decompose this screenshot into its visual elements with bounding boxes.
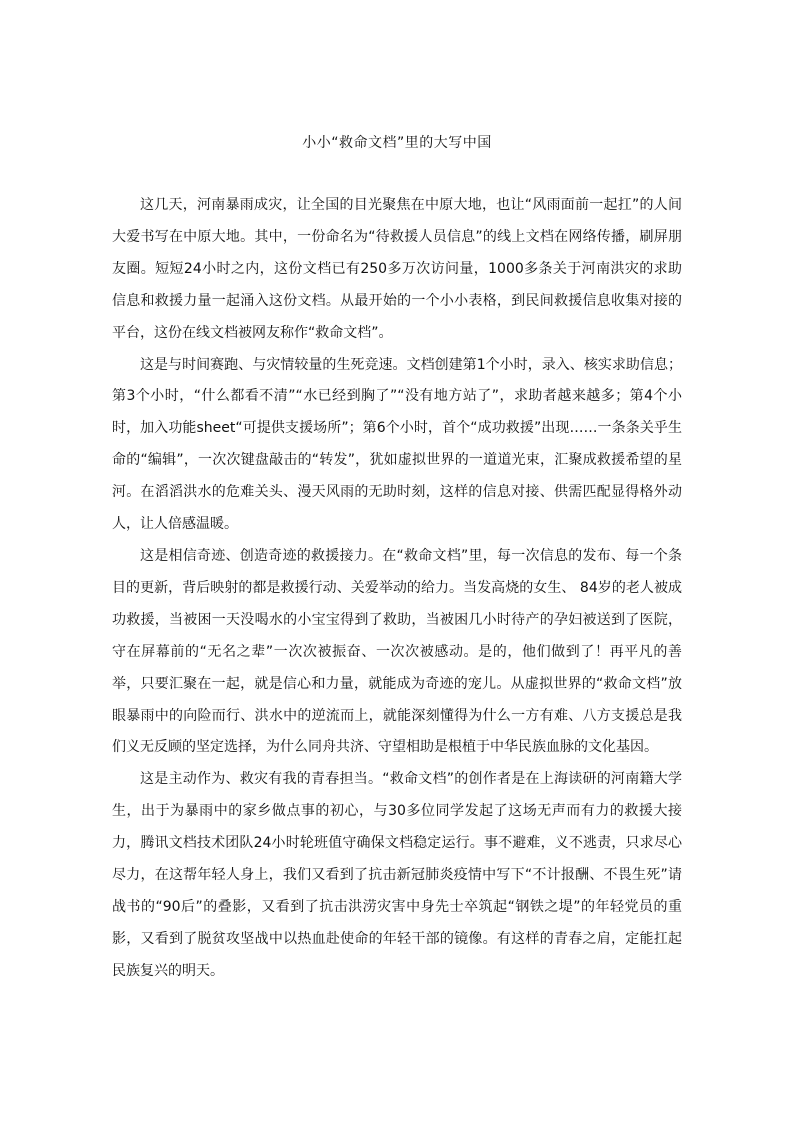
document-title: 小小“救命文档”里的大写中国 [302, 135, 492, 151]
document-body [112, 190, 682, 988]
paragraph: 这是与时间赛跑、与灾情较量的生死竞速。文档创建第1个小时，录入、核实求助信息；第3个小时，“什么都看不清”“水已经到胸了”“没有地方站了”，求助者越来越多；第4个小时，加入功能sheet“可提供支援场所”；第6个小时，首个“成功救援”出现……一条条关乎生命的“编辑”，一次次键盘敲击的“转发”，犹如虚拟世界的一道道光束，汇聚成救援希望的星河。在滔滔洪水的危难关头、漫天风雨的无助时刻，这样的信息对接、供需匹配显得格外动人，让人倍感温暖。 [112, 356, 682, 533]
paragraph: 这几天，河南暴雨成灾，让全国的目光聚焦在中原大地，也让“风雨面前一起扛”的人间大爱书写在中原大地。其中，一份命名为“待救援人员信息”的线上文档在网络传播，刷屏朋友圈。短短24小时之内，这份文档已有250多万次访问量，1000多条关于河南洪灾的求助信息和救援力量一起涌入这份文档。从最开始的一个小小表格，到民间救援信息收集对接的平台，这份在线文档被网友称作“救命文档”。 [112, 197, 682, 341]
paragraph: 这是相信奇迹、创造奇迹的救援接力。在“救命文档”里，每一次信息的发布、每一个条目的更新，背后映射的都是救援行动、关爱举动的给力。当发高烧的女生、 84岁的老人被成功救援，当被困一天没喝水的小宝宝得到了救助，当被困几小时待产的孕妇被送到了医院，守在屏幕前的“无名之辈”一次次被振奋、一次次被感动。是的，他们做到了！再平凡的善举，只要汇聚在一起，就是信心和力量，就能成为奇迹的宠儿。从虚拟世界的“救命文档”放眼暴雨中的向险而行、洪水中的逆流而上，就能深刻懂得为什么一方有难、八方支援总是我们义无反顾的坚定选择，为什么同舟共济、守望相助是根植于中华民族血脉的文化基因。 [112, 547, 682, 756]
paragraph: 这是主动作为、救灾有我的青春担当。“救命文档”的创作者是在上海读研的河南籍大学生，出于为暴雨中的家乡做点事的初心，与30多位同学发起了这场无声而有力的救援大接力，腾讯文档技术团队24小时轮班值守确保文档稳定运行。事不避难，义不逃责，只求尽心尽力，在这帮年轻人身上，我们又看到了抗击新冠肺炎疫情中写下“不计报酬、不畏生死”请战书的“90后”的叠影，又看到了抗击洪涝灾害中身先士卒筑起“钢铁之堤”的年轻党员的重影，又看到了脱贫攻坚战中以热血赴使命的年轻干部的镜像。有这样的青春之肩，定能扛起民族复兴的明天。 [112, 771, 682, 979]
